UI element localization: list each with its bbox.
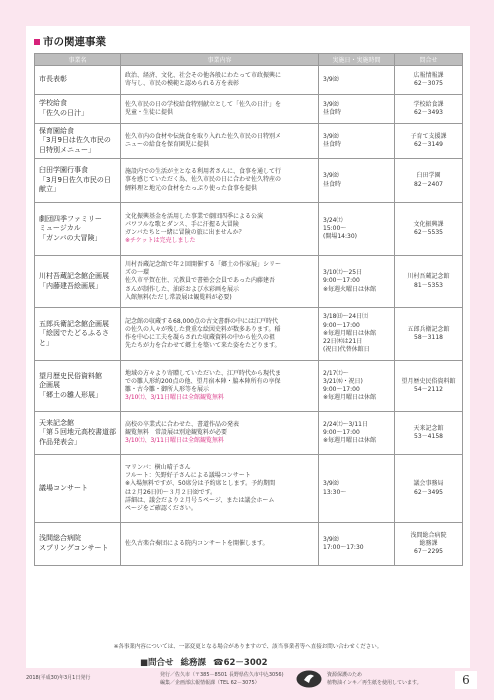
event-content — [121, 523, 319, 566]
event-contact-line: 54－2112 — [414, 386, 443, 393]
contact-dept: 総務課 — [180, 658, 207, 668]
event-name-line: 「3月9日は佐久市民の — [39, 136, 111, 145]
event-date-line: 3/21㈬・祝日) — [323, 377, 363, 385]
table-row — [35, 523, 463, 566]
event-contact — [395, 256, 463, 308]
event-name — [35, 256, 121, 308]
event-date-line: 昼食時 — [323, 109, 342, 116]
event-content — [121, 203, 319, 256]
event-contact-line: 62－3495 — [414, 488, 443, 496]
event-date-line: 3/24㈯ — [323, 216, 343, 224]
contact-label: ■問合せ — [140, 658, 174, 668]
event-name — [35, 361, 121, 412]
event-date-line: (祝日)代替休館日 — [323, 346, 370, 354]
event-name-line: 「郷土の雛人形展」 — [39, 390, 102, 399]
event-contact-line: 総務課 — [419, 539, 438, 547]
event-date-line: 3/9㈮ — [323, 75, 339, 83]
square-bullet-icon — [34, 39, 40, 45]
table-row — [35, 361, 463, 412]
events-table — [34, 53, 463, 566]
event-name-line: 「ガンバの大冒険」 — [39, 233, 102, 242]
event-note-highlight: ※チケットは完売しました — [125, 237, 196, 245]
event-date — [319, 455, 395, 523]
event-date-line: 3/18㈰～24日㈯ — [323, 313, 369, 321]
event-content-line: 観覧無料 常設展は別途観覧料が必要 — [125, 428, 228, 436]
table-row — [35, 256, 463, 308]
footer-date: 2018(平成30)年3月1日発行 — [26, 675, 91, 681]
event-date-line: 昼食時 — [323, 141, 342, 148]
event-date-line: (開場14:30) — [323, 233, 357, 241]
event-date-line: 2/24㈯～3/11日 — [323, 420, 368, 428]
event-content-line: 施設内での生活が主となる利用者さんに、食事を通して行 — [125, 168, 282, 176]
event-date-line: 2/17㈯～ — [323, 369, 349, 377]
event-contact-line: 望月歴史民俗資料館 — [401, 377, 456, 385]
header-date: 実施日・実施時間 — [319, 54, 395, 66]
event-contact-line: 五郎兵衛記念館 — [407, 325, 450, 333]
section-heading — [34, 34, 106, 49]
event-content-line: の佐久の人々が残した貴重な絵図史料が数多あります。稲 — [125, 325, 281, 333]
event-content — [121, 95, 319, 124]
event-contact-line: 広報情報課 — [413, 71, 444, 79]
event-content-line: 先たちが力を合わせて郷土を築いて来た姿をたどります。 — [125, 342, 281, 350]
event-contact-line: 浅間総合病院 — [410, 531, 447, 539]
event-date — [319, 159, 395, 203]
event-contact-line: 議会事務局 — [413, 480, 444, 488]
event-note-highlight: 3/10㈯、3/11日曜日は全館観覧無料 — [125, 394, 224, 402]
event-name-line: 作品発表会」 — [39, 437, 81, 446]
contact-line — [140, 656, 272, 668]
event-name-line: 「3月9日佐久市民の日 — [39, 175, 111, 184]
event-contact — [395, 412, 463, 455]
event-name-line: 企画展 — [39, 381, 60, 390]
event-contact-line: 学校給食課 — [413, 100, 444, 108]
event-note-highlight: 3/10㈯、3/11日曜日は全館観覧無料 — [125, 437, 224, 445]
event-contact — [395, 66, 463, 95]
event-content-line: 児童・生徒に提供 — [125, 109, 174, 116]
event-content — [121, 124, 319, 159]
header-content: 事業内容 — [121, 54, 319, 66]
event-date-line: ※毎週月曜日は休館 — [323, 394, 377, 402]
event-content-line: ガンバたちと一緒に冒険の旅に出ませんか？ — [125, 229, 245, 236]
event-contact — [395, 203, 463, 256]
event-name — [35, 124, 121, 159]
event-content-line: パワフルな歌とダンス、手に汗握る大冒険 — [125, 220, 239, 228]
event-date-line: 22日㈭は21日 — [323, 338, 363, 346]
event-content-line: ズの一環 — [125, 269, 150, 277]
publisher-line: 発行／佐久市（〒385－8501 長野県佐久市中込3056) — [160, 672, 284, 678]
event-name-line: 望月歴史民俗資料館 — [39, 371, 102, 380]
event-date-line: 9:00～17:00 — [323, 277, 360, 285]
event-content-line: 高校の卒業式に合わせた、書道作品の発表 — [125, 420, 240, 428]
event-contact — [395, 124, 463, 159]
event-date — [319, 95, 395, 124]
event-contact — [395, 95, 463, 124]
event-content-line: マリンバ：横山晴子さん — [125, 463, 191, 471]
event-content-line: 寄与し、市民の模範と認められる方を表彰 — [125, 80, 240, 87]
event-date-line: ※毎週月曜日は休館 — [323, 437, 377, 445]
event-contact-line: 62－3149 — [414, 141, 443, 148]
event-content-line: 作を中心に工夫を凝らされた収蔵資料の中から佐久の祖 — [125, 334, 276, 341]
event-contact-line: 川村吾蔵記念館 — [407, 273, 450, 281]
event-content-line: 川村吾蔵記念館で年２回開催する「郷土の作家展」シリー — [125, 260, 282, 268]
event-name-line: 川村吾蔵記念館企画展 — [39, 271, 109, 280]
event-name-line: 学校給食 — [39, 99, 67, 108]
table-header-row — [35, 54, 463, 66]
event-content — [121, 159, 319, 203]
event-content-line: フルート：矢野好子さんによる議場コンサート — [125, 472, 251, 480]
event-date-line: 3/10㈯～25日 — [323, 269, 363, 277]
event-date — [319, 66, 395, 95]
event-date — [319, 256, 395, 308]
event-name-line: 日特別メニュー」 — [39, 145, 95, 154]
event-content-line: 入館無料(ただし常設展は観覧料が必要) — [125, 293, 232, 301]
footer-publisher — [160, 672, 284, 687]
event-date — [319, 203, 395, 256]
event-content-line: 事を感じていただく為、佐久市民の日に合わせ佐久特産の — [125, 176, 282, 184]
event-content-line: での雛人形約200点の他、望月宿本陣・脇本陣所有の享保 — [125, 377, 281, 385]
event-contact-line: 天来記念館 — [413, 424, 444, 432]
event-contact-line: 62－3493 — [414, 109, 443, 116]
event-name — [35, 308, 121, 361]
event-date-line: 3/9㈮ — [323, 480, 339, 488]
event-name — [35, 455, 121, 523]
contact-tel: ☎62－3002 — [213, 658, 268, 668]
event-date-line: 3/9㈮ — [323, 172, 339, 180]
event-name-line: ミュージカル — [39, 224, 81, 233]
event-content — [121, 308, 319, 361]
event-content-line: 文化振興基金を活用した事業で劇団四季による公演 — [125, 212, 264, 220]
event-name-line: 議場コンサート — [39, 483, 88, 492]
event-contact-line: 62－3075 — [414, 80, 443, 87]
event-name-line: 浅間総合病院 — [39, 534, 81, 543]
section-title: 市の関連事業 — [43, 36, 106, 48]
event-date — [319, 412, 395, 455]
event-contact-line: 81－5353 — [414, 281, 443, 289]
event-name-line: スプリングコンサート — [39, 544, 109, 552]
event-date-line: 3/9㈮ — [323, 535, 339, 543]
event-name — [35, 66, 121, 95]
event-date-line: 3/9㈮ — [323, 100, 339, 108]
event-date — [319, 361, 395, 412]
event-date-line: 13:30～ — [323, 488, 347, 496]
vegetable-oil-ink-logo — [296, 670, 322, 688]
event-name-line: 「内藤建吾絵画展」 — [39, 281, 102, 290]
event-date-line: ※毎週月曜日は休館 — [323, 329, 377, 337]
event-name — [35, 412, 121, 455]
event-name-line: 「佐久の日汁」 — [39, 109, 88, 117]
event-content-line: 雛・古今雛・御所人形等を展示 — [125, 386, 210, 393]
event-name-line: 「第５回地元高校書道部 — [39, 428, 116, 437]
table-row — [35, 412, 463, 455]
event-contact-line: 62－5535 — [414, 229, 443, 236]
event-contact — [395, 308, 463, 361]
event-content — [121, 455, 319, 523]
content-card — [26, 26, 470, 668]
eco-notice — [327, 672, 422, 687]
event-content-line: 詳細は、議会だより２月号５ページ、または議会ホーム — [125, 496, 275, 504]
event-content-line: ニューの給食を保育園児に提供 — [125, 141, 210, 148]
event-date-line: 昼食時 — [323, 180, 342, 188]
event-content-line: ページをご確認ください。 — [125, 504, 197, 512]
table-row — [35, 66, 463, 95]
event-contact-line: 子育て支援課 — [410, 132, 447, 140]
page-number: 6 — [455, 671, 477, 689]
event-content — [121, 256, 319, 308]
event-date — [319, 523, 395, 566]
event-date — [319, 124, 395, 159]
event-content-line: 佐久古楽合奏団による院内コンサートを開催します。 — [125, 539, 269, 547]
event-date-line: 9:00～17:00 — [323, 321, 360, 329]
event-content-line: は２月26日㈪～３月２日㈮です。 — [125, 488, 217, 496]
event-content — [121, 66, 319, 95]
event-content-line: 佐久市平賀在住、元教員で書塾会会員であった内藤建吾 — [125, 277, 275, 285]
event-name — [35, 159, 121, 203]
event-date-line: 17:00～17:30 — [323, 544, 364, 551]
header-contact: 問合せ — [395, 54, 463, 66]
event-content — [121, 412, 319, 455]
event-contact — [395, 361, 463, 412]
editor-line: 編集／企画部広報情報課（TEL 62－3075） — [160, 679, 260, 686]
event-contact-line: 58－3118 — [414, 334, 443, 341]
event-content-line: ※入場無料ですが、50席分は予約席とします。予約期間 — [125, 480, 276, 488]
event-date-line: ※毎週火曜日は休館 — [323, 285, 377, 293]
event-content-line: 鯉料理と地元の食材をたっぷり使った食事を提供 — [125, 184, 258, 192]
event-date-line: 9:00～17:00 — [323, 428, 360, 436]
table-row — [35, 308, 463, 361]
header-name: 事業名 — [35, 54, 121, 66]
table-row — [35, 124, 463, 159]
event-date — [319, 308, 395, 361]
event-name-line: 「絵図でたどるふるさと」 — [39, 329, 109, 347]
event-content-line: 地域の方々より寄贈していただいた、江戸時代から現代ま — [125, 369, 282, 377]
event-content-line: 政治、経済、文化、社会その他各般にわたって市政振興に — [125, 71, 282, 79]
event-contact-line: 67－2295 — [414, 548, 443, 556]
event-contact — [395, 159, 463, 203]
event-date-line: 15:00～ — [323, 224, 347, 232]
event-content-line: 佐久市内の食材や伝統食を取り入れた佐久市民の日特別メ — [125, 132, 282, 140]
event-content-line: 記念館の収蔵する68,000点の古文書群の中には江戸時代 — [125, 317, 278, 325]
event-content-line: 佐久市民の日の学校給食特別献立として「佐久の日汁」を — [125, 100, 282, 108]
event-date-line: 3/9㈮ — [323, 132, 339, 140]
eco-line-2: 植物油インキ／再生紙を使用しています。 — [327, 679, 422, 686]
event-content-line: さんが制作した、油彩および水彩画を展示 — [125, 285, 240, 293]
event-name — [35, 95, 121, 124]
table-row — [35, 159, 463, 203]
event-contact-line: 文化振興課 — [413, 220, 444, 228]
event-contact — [395, 523, 463, 566]
event-contact-line: 53－4158 — [414, 433, 443, 440]
event-name — [35, 523, 121, 566]
table-row — [35, 95, 463, 124]
disclaimer-note: ※各事業内容については、一部変更となる場合がありますので、該当事業者等へ直接お問い合わせください。 — [113, 644, 383, 650]
eco-line-1: 資源保護のため — [327, 672, 363, 678]
table-row — [35, 203, 463, 256]
event-name-line: 五郎兵衛記念館企画展 — [39, 319, 109, 328]
event-name-line: 天来記念館 — [39, 418, 74, 427]
event-name-line: 献立」 — [39, 185, 60, 194]
event-contact-line: 臼田学園 — [416, 172, 441, 180]
event-content — [121, 361, 319, 412]
event-name — [35, 203, 121, 256]
event-date-line: 9:00～17:00 — [323, 386, 360, 393]
event-name-line: 保育園給食 — [39, 126, 74, 135]
event-name-line: 劇団四季ファミリー — [39, 214, 102, 223]
event-contact — [395, 455, 463, 523]
table-row — [35, 455, 463, 523]
event-contact-line: 82－2407 — [414, 180, 443, 188]
event-name-line: 市長表彰 — [39, 75, 67, 84]
event-name-line: 臼田学園行事食 — [39, 166, 88, 175]
